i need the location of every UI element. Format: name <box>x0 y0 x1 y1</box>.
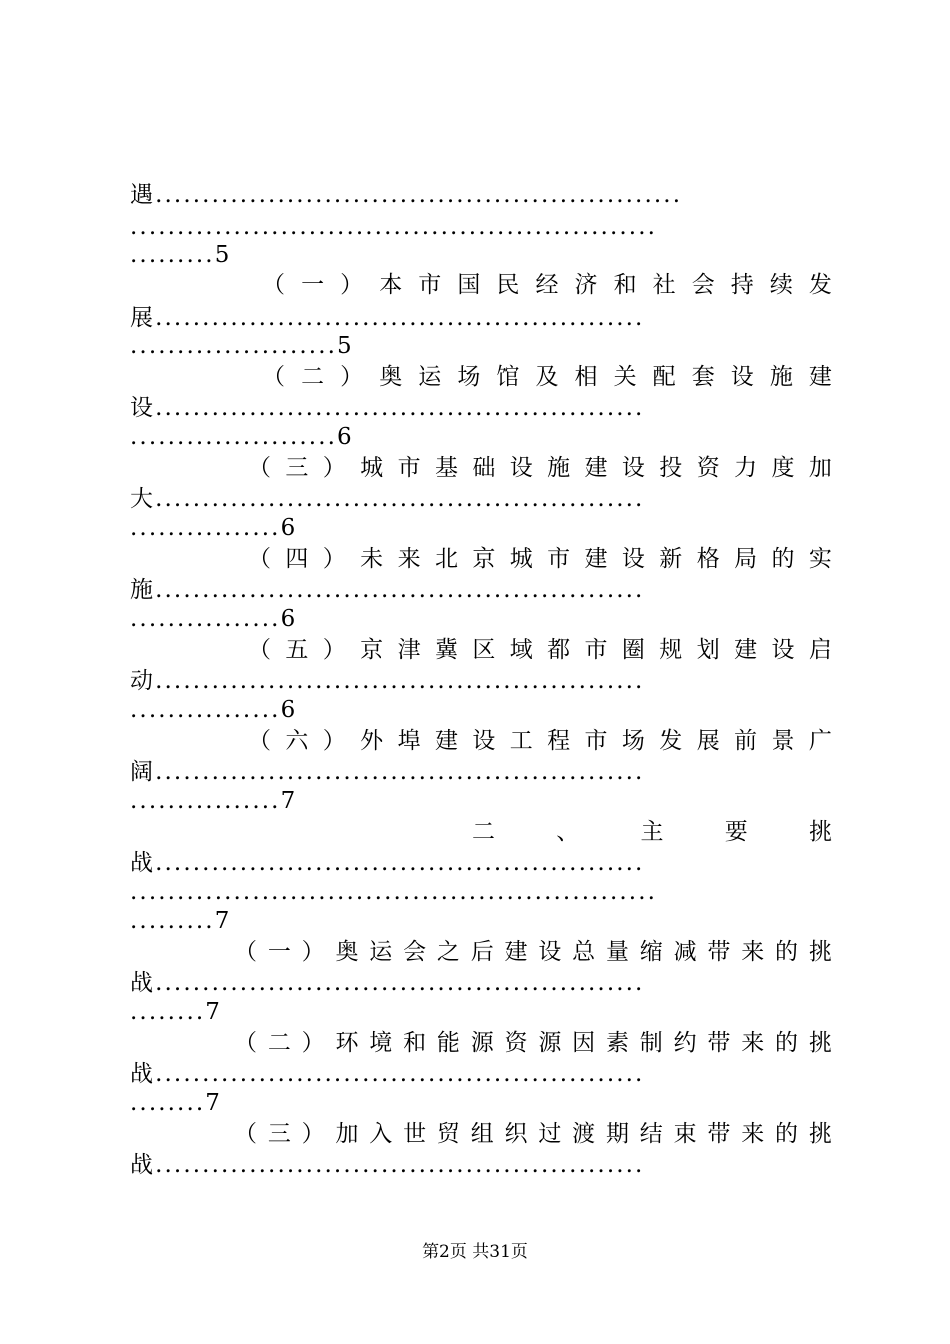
toc-heading: （ 三 ） 城 市 基 础 设 施 建 设 投 资 力 度 加 <box>248 455 832 481</box>
toc-line: 阔.................................................... <box>130 759 645 785</box>
toc-heading: （ 二 ） 奥 运 场 馆 及 相 关 配 套 设 施 建 <box>262 364 832 390</box>
toc-line: 动.................................................... <box>130 668 645 694</box>
toc-heading: （ 一 ） 本 市 国 民 经 济 和 社 会 持 续 发 <box>262 272 832 298</box>
toc-heading: （ 一 ） 奥 运 会 之 后 建 设 总 量 缩 减 带 来 的 挑 <box>234 939 832 965</box>
toc-line: 设.................................................... <box>130 395 645 421</box>
toc-heading: （ 五 ） 京 津 冀 区 域 都 市 圈 规 划 建 设 启 <box>248 637 832 663</box>
toc-heading: （ 二 ） 环 境 和 能 源 资 源 因 素 制 约 带 来 的 挑 <box>234 1030 832 1056</box>
page-footer: 第2页 共31页 <box>422 1242 528 1262</box>
toc-line: ........................................................ <box>130 214 658 240</box>
toc-line: ........7 <box>130 999 223 1025</box>
toc-line: 大.................................................... <box>130 486 645 512</box>
toc-line: ................7 <box>130 788 298 814</box>
toc-line: 战.................................................... <box>130 1152 645 1178</box>
toc-heading: （ 六 ） 外 埠 建 设 工 程 市 场 发 展 前 景 广 <box>248 728 832 754</box>
toc-line: 遇........................................................ <box>130 182 683 208</box>
toc-line: 施.................................................... <box>130 577 645 603</box>
toc-line: .........7 <box>130 908 232 934</box>
toc-heading: （ 四 ） 未 来 北 京 城 市 建 设 新 格 局 的 实 <box>248 546 832 572</box>
toc-line: ........................................................ <box>130 879 658 905</box>
toc-line: ................6 <box>130 515 298 541</box>
toc-line: ......................6 <box>130 424 354 450</box>
toc-line: ......................5 <box>130 333 354 359</box>
toc-line: ................6 <box>130 697 298 723</box>
toc-line: ................6 <box>130 606 298 632</box>
toc-line: ........7 <box>130 1090 223 1116</box>
toc-line: .........5 <box>130 242 232 268</box>
toc-line: 战.................................................... <box>130 850 645 876</box>
toc-line: 展.................................................... <box>130 305 645 331</box>
toc-heading: 二 、 主 要 挑 <box>472 819 832 845</box>
toc-line: 战.................................................... <box>130 1061 645 1087</box>
toc-line: 战.................................................... <box>130 970 645 996</box>
toc-heading: （ 三 ） 加 入 世 贸 组 织 过 渡 期 结 束 带 来 的 挑 <box>234 1121 832 1147</box>
